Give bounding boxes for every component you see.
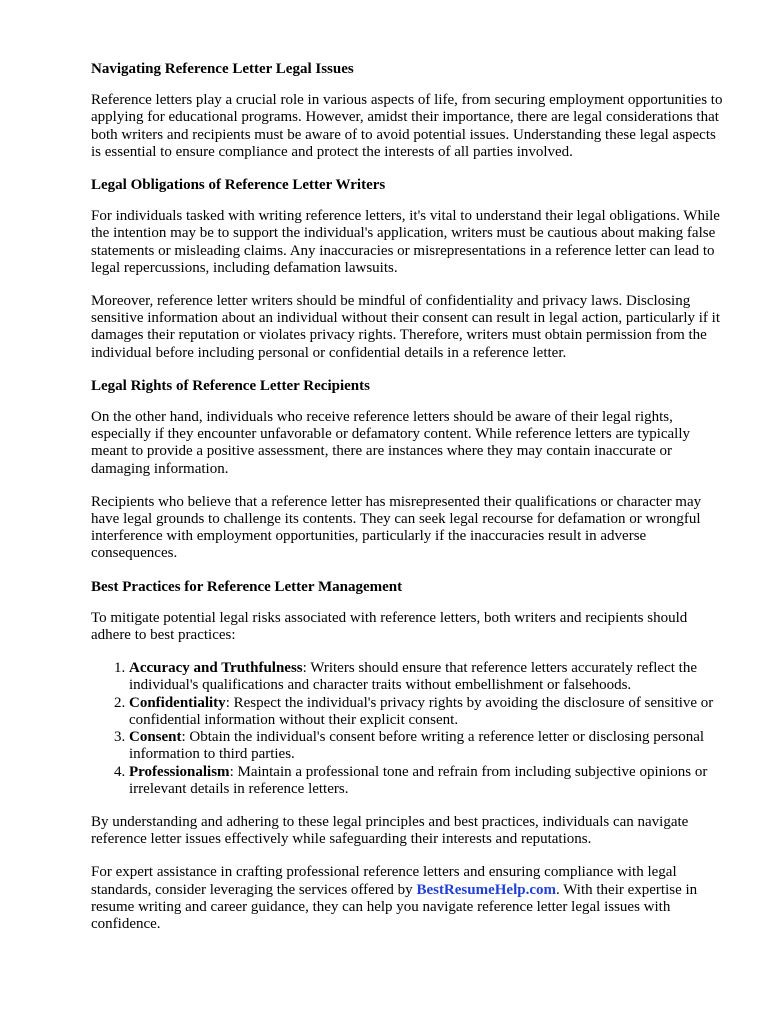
list-item: [129, 764, 727, 798]
writers-paragraph-2: Moreover, reference letter writers should be mindful of confidentiality and privacy laws. Disclosing sensitive information about an individual without their consent can result in legal action, particularly if it damages their reputation or violates privacy rights. Therefore, writers must obtain permission from the individual before including personal or confidential details in a reference letter.: [91, 293, 721, 361]
list-item-term: Confidentiality: [129, 694, 226, 711]
list-item-term: Accuracy and Truthfulness: [129, 660, 303, 677]
list-item-text: : Obtain the individual's consent before writing a reference letter or disclosing personal information to third parties.: [129, 729, 705, 763]
list-item-term: Professionalism: [129, 763, 230, 780]
list-item-text: : Respect the individual's privacy rights by avoiding the disclosure of sensitive or confidential information without their explicit consent.: [129, 694, 714, 728]
recipients-paragraph-2: Recipients who believe that a reference letter has misrepresented their qualifications or character may have legal grounds to challenge its contents. They can seek legal recourse for defamation or wrongful interference with employment opportunities, particularly if the inaccuracies result in adverse consequences.: [91, 493, 702, 562]
list-item-text: : Maintain a professional tone and refrain from including subjective opinions or irrelevant details in reference letters.: [129, 763, 708, 797]
list-item: [129, 660, 727, 694]
best-practices-list: [91, 660, 727, 798]
list-item-text: : Writers should ensure that reference letters accurately reflect the individual's qualifications and character traits without embellishment or falsehoods.: [129, 660, 697, 694]
closing-text-after: . With their expertise in resume writing and career guidance, they can help you navigate reference letter legal issues with confidence.: [91, 881, 698, 932]
document-title: Navigating Reference Letter Legal Issues: [91, 61, 354, 77]
conclusion-paragraph: By understanding and adhering to these legal principles and best practices, individuals can navigate reference letter issues effectively while safeguarding their interests and reputations.: [91, 813, 689, 848]
list-item: [129, 729, 727, 763]
section-heading-writers: Legal Obligations of Reference Letter Writers: [91, 177, 386, 194]
list-item: [129, 695, 727, 729]
intro-paragraph: Reference letters play a crucial role in various aspects of life, from securing employment opportunities to applying for educational programs. However, amidst their importance, there are legal considerations that both writers and recipients must be aware of to avoid potential issues. Understanding these legal aspects is essential to ensure compliance and protect the interests of all parties involved.: [91, 92, 723, 160]
recipients-paragraph-1: On the other hand, individuals who receive reference letters should be aware of their legal rights, especially if they encounter unfavorable or defamatory content. While reference letters are typically meant to provide a positive assessment, there are instances where they may contain inaccurate or damaging information.: [91, 409, 691, 477]
document-page: [91, 61, 727, 949]
closing-paragraph: [91, 864, 727, 933]
list-item-term: Consent: [129, 729, 182, 746]
section-heading-recipients: Legal Rights of Reference Letter Recipients: [91, 377, 370, 394]
writers-paragraph-1: For individuals tasked with writing reference letters, it's vital to understand their legal obligations. While the intention may be to support the individual's application, writers must be cautious about making false statements or misleading claims. Any inaccuracies or misrepresentations in a reference letter can lead to legal repercussions, including defamation lawsuits.: [91, 208, 720, 276]
section-heading-best-practices: Best Practices for Reference Letter Management: [91, 578, 403, 595]
closing-text-before: For expert assistance in crafting professional reference letters and ensuring compliance with legal standards, consider leveraging the services offered by: [91, 864, 677, 898]
best-practices-intro: To mitigate potential legal risks associated with reference letters, both writers and recipients should adhere to best practices:: [91, 609, 688, 644]
bestresumehelp-link[interactable]: BestResumeHelp.com: [416, 881, 556, 898]
